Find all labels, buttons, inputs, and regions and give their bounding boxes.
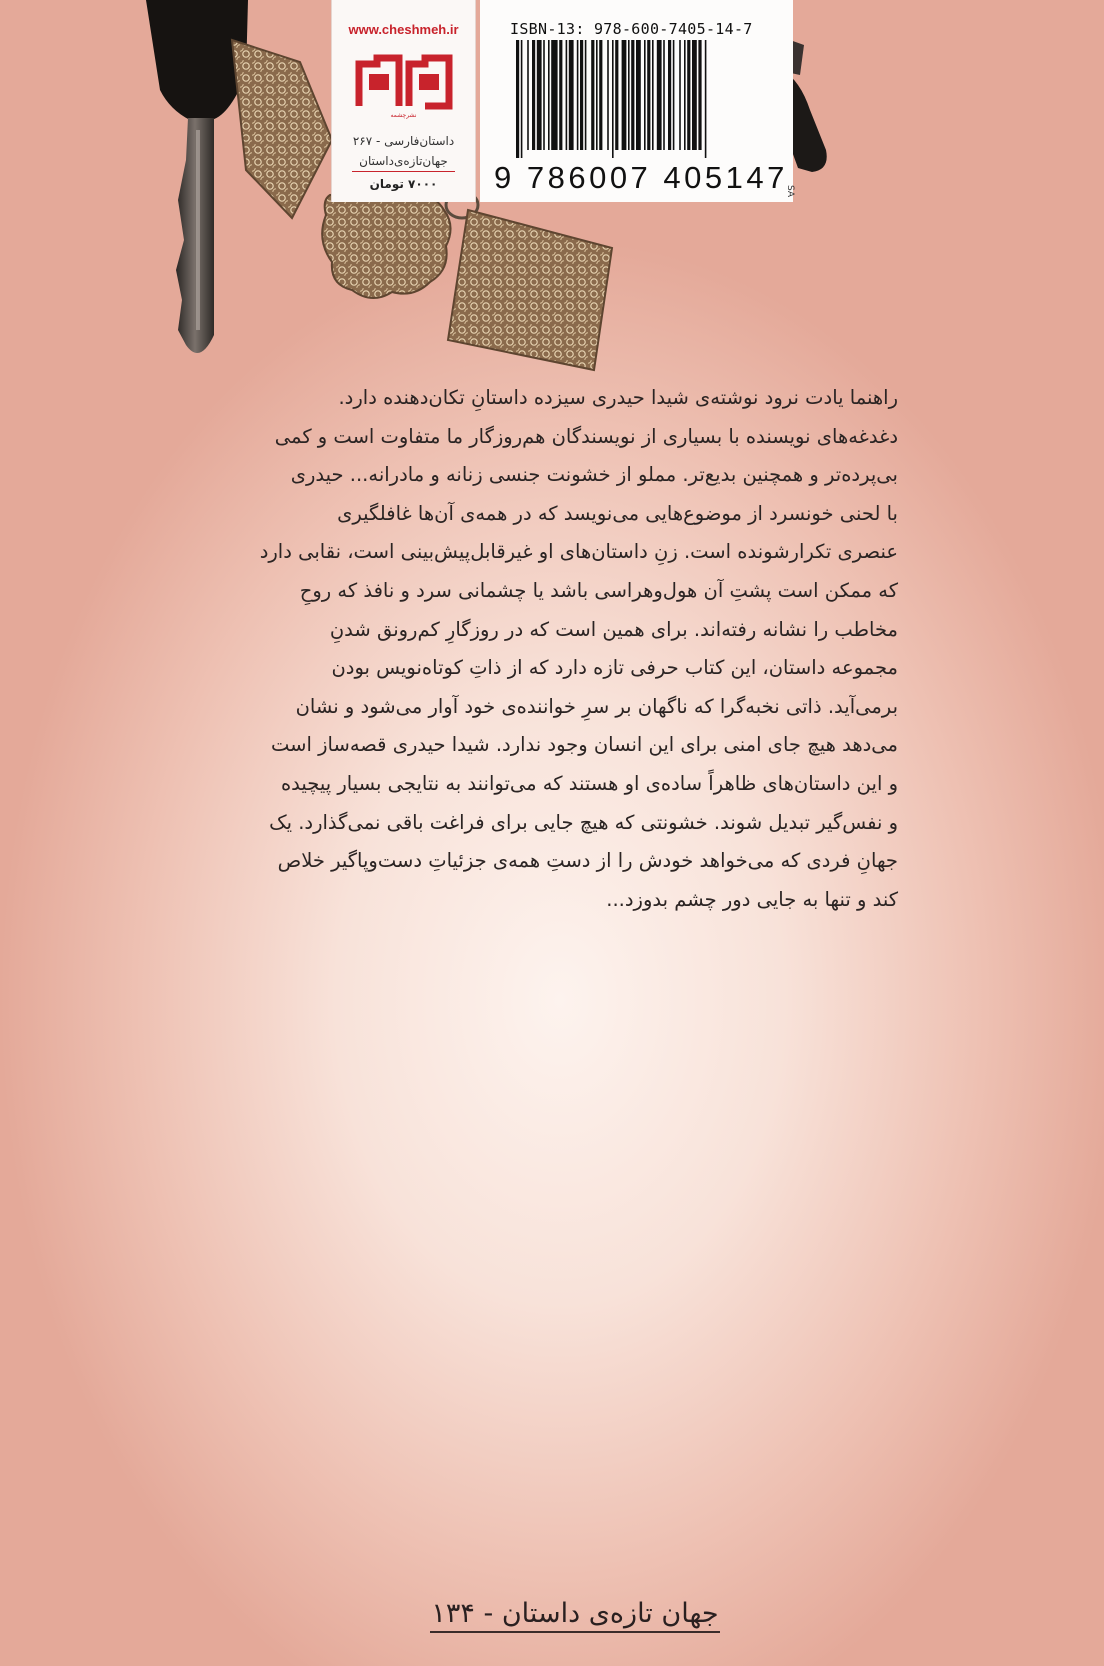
side-mark: SA [785, 185, 795, 198]
blurb-line: برمی‌آید. ذاتی نخبه‌گرا که ناگهان بر سرِ خواننده‌ی خود آوار می‌شود و نشان [295, 694, 898, 718]
series-name: جهان‌تازه‌ی‌داستان [359, 154, 448, 168]
publisher-label [331, 0, 476, 202]
publisher-url: www.cheshmeh.ir [348, 22, 459, 37]
blurb-line: کند و تنها به جایی دور چشم بدوزد... [606, 887, 898, 911]
price-label: ۷۰۰۰ تومان [369, 177, 438, 191]
series-number: داستان‌فارسی - ۲۶۷ [352, 134, 455, 148]
blurb-line: عنصری تکرارشونده است. زنِ داستان‌های او غیرقابل‌پیش‌بینی است، نقابی دارد [259, 540, 898, 564]
blurb-line: راهنما یادت نرود نوشته‌ی شیدا حیدری سیزده داستانِ تکان‌دهنده دارد. [338, 386, 898, 409]
blurb-line: که ممکن است پشتِ آن هول‌وهراسی باشد یا چشمانی سرد و نافذ که روحِ [299, 578, 898, 602]
blurb-line: و نفس‌گیر تبدیل شوند. خشونتی که هیچ جایی برای فراغت باقی نمی‌گذارد. یک [269, 810, 898, 834]
isbn-text: ISBN-13: 978-600-7405-14-7 [510, 20, 753, 38]
back-cover-blurb [232, 379, 898, 919]
barcode-digits: 9 786007 405147 [494, 160, 788, 195]
isbn-barcode-label [480, 0, 793, 202]
blurb-line: مخاطب را نشانه رفته‌اند. برای همین است که در روزگارِ کم‌رونق شدنِ [329, 617, 898, 641]
blurb-line: می‌دهد هیچ جای امنی برای این انسان وجود ندارد. شیدا حیدری قصه‌ساز است [271, 733, 898, 757]
blurb-line: بی‌پرده‌تر و همچنین بدیع‌تر. مملو از خشونت جنسی زنانه و مادرانه... حیدری [290, 463, 898, 487]
divider [352, 171, 455, 172]
cheshmeh-logo-icon [355, 54, 453, 110]
blurb-line: جهانِ فردی که می‌خواهد خودش را از دستِ همه‌ی جزئیاتِ دست‌وپاگیر خلاص [277, 849, 898, 873]
blurb-line: با لحنی خونسرد از موضوع‌هایی می‌نویسد که در همه‌ی آن‌ها غافلگیری [337, 501, 898, 525]
logo-caption: نشرچشمه [390, 112, 417, 119]
barcode-icon [516, 40, 756, 158]
blurb-line: و این داستان‌های ظاهراً ساده‌ی او هستند که می‌توانند به نتایجی بسیار پیچیده [280, 771, 898, 795]
blurb-line: دغدغه‌های نویسنده با بسیاری از نویسندگان هم‌روزگار ما متفاوت است و کمی [274, 424, 898, 448]
series-footer-title: جهان تازه‌ی داستان - ۱۳۴ [430, 1598, 720, 1633]
blurb-line: مجموعه داستان، این کتاب حرفی تازه دارد که از ذاتِ کوتاه‌نویس بودن [331, 656, 898, 680]
